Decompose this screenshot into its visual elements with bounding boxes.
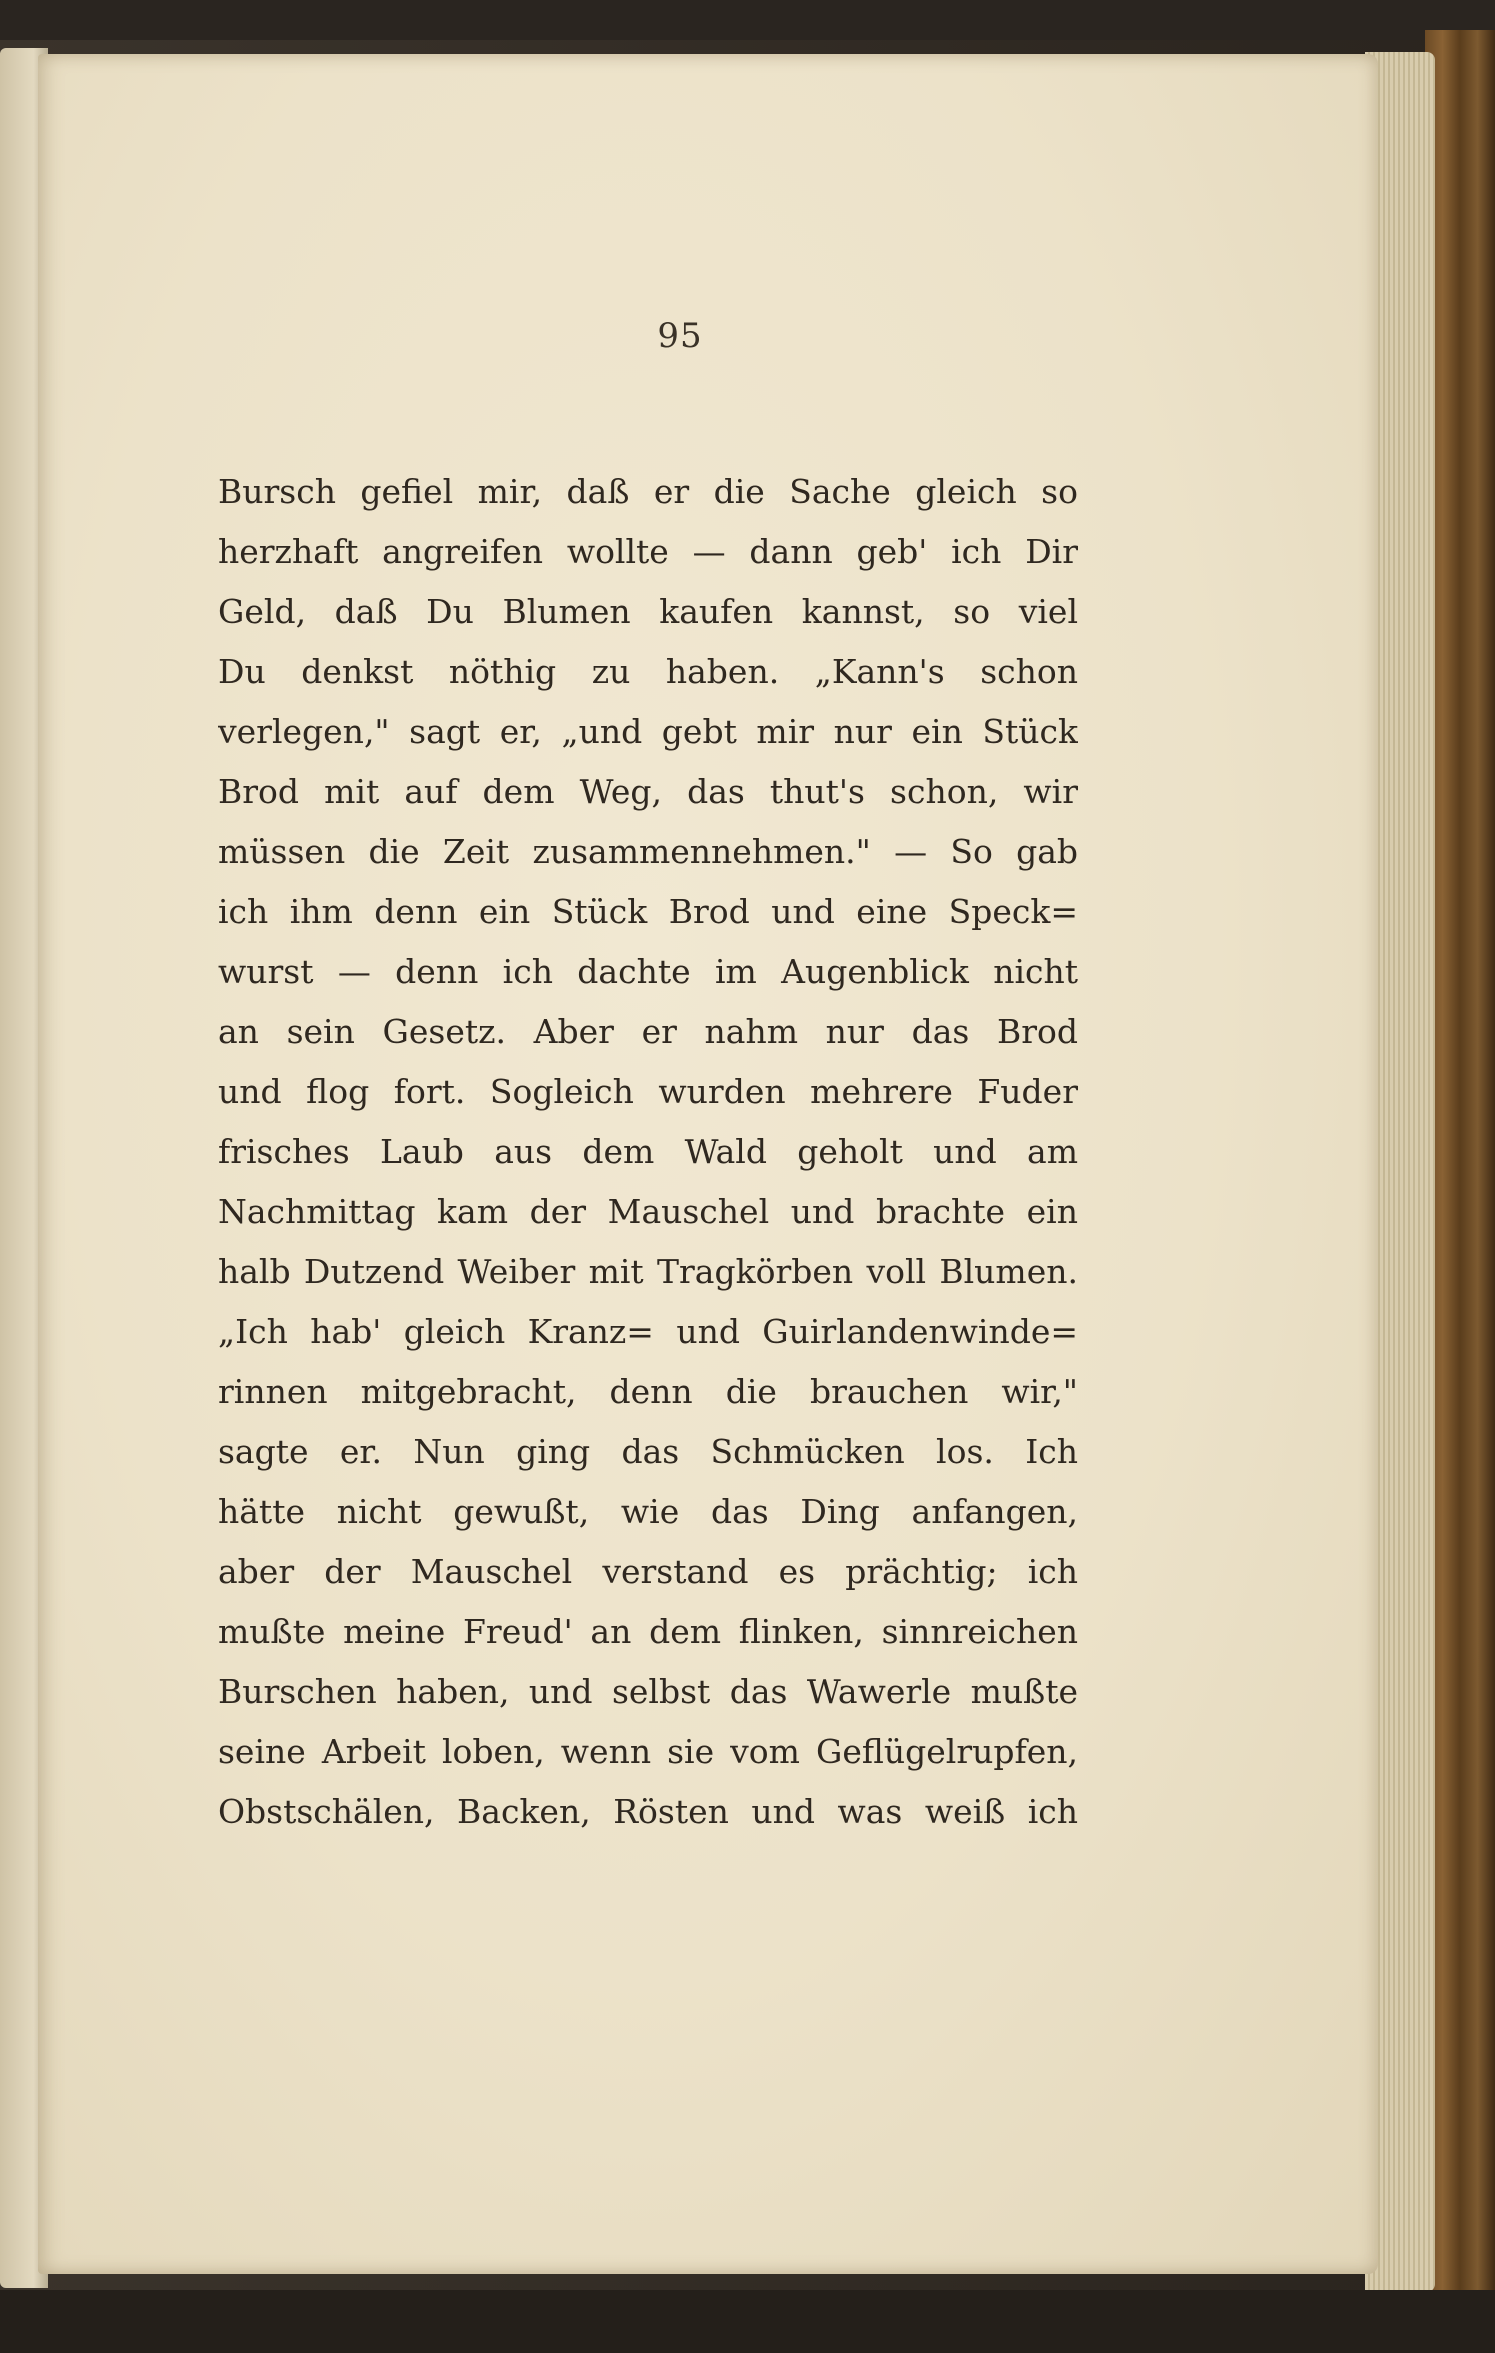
book-page <box>38 54 1378 2274</box>
text-line: und flog fort. Sogleich wurden mehrere Fuder <box>218 1072 1078 1111</box>
text-line: frisches Laub aus dem Wald geholt und am <box>218 1132 1078 1171</box>
text-line: Geld, daß Du Blumen kaufen kannst, so viel <box>218 592 1078 631</box>
text-line: müssen die Zeit zusammennehmen." — So gab <box>218 832 1078 871</box>
text-line: Brod mit auf dem Weg, das thut's schon, wir <box>218 772 1078 811</box>
text-line: hätte nicht gewußt, wie das Ding anfangen, <box>218 1492 1078 1531</box>
text-line: verlegen," sagt er, „und gebt mir nur ein Stück <box>218 712 1078 751</box>
text-line: wurst — denn ich dachte im Augenblick nicht <box>218 952 1078 991</box>
text-line: Du denkst nöthig zu haben. „Kann's schon <box>218 652 1078 691</box>
text-line: ich ihm denn ein Stück Brod und eine Speck= <box>218 892 1078 931</box>
book-cover-edge <box>1425 30 1495 2330</box>
text-line: seine Arbeit loben, wenn sie vom Geflügelrupfen, <box>218 1732 1078 1771</box>
text-line: Obstschälen, Backen, Rösten und was weiß ich <box>218 1792 1078 1831</box>
text-line: rinnen mitgebracht, denn die brauchen wir," <box>218 1372 1078 1411</box>
text-line: aber der Mauschel verstand es prächtig; ich <box>218 1552 1078 1591</box>
body-text <box>218 462 1078 1842</box>
text-line: Nachmittag kam der Mauschel und brachte ein <box>218 1192 1078 1231</box>
text-line: Burschen haben, und selbst das Wawerle mußte <box>218 1672 1078 1711</box>
text-line: halb Dutzend Weiber mit Tragkörben voll Blumen. <box>218 1252 1078 1291</box>
text-line: „Ich hab' gleich Kranz= und Guirlandenwinde= <box>218 1312 1078 1351</box>
text-line: sagte er. Nun ging das Schmücken los. Ich <box>218 1432 1078 1471</box>
text-line: mußte meine Freud' an dem flinken, sinnreichen <box>218 1612 1078 1651</box>
page-number: 95 <box>657 316 703 356</box>
text-line: Bursch gefiel mir, daß er die Sache gleich so <box>218 472 1078 511</box>
scanner-background-bottom <box>0 2290 1495 2353</box>
text-line: an sein Gesetz. Aber er nahm nur das Brod <box>218 1012 1078 1051</box>
scanner-background-top <box>0 0 1495 40</box>
text-line: herzhaft angreifen wollte — dann geb' ich Dir <box>218 532 1078 571</box>
